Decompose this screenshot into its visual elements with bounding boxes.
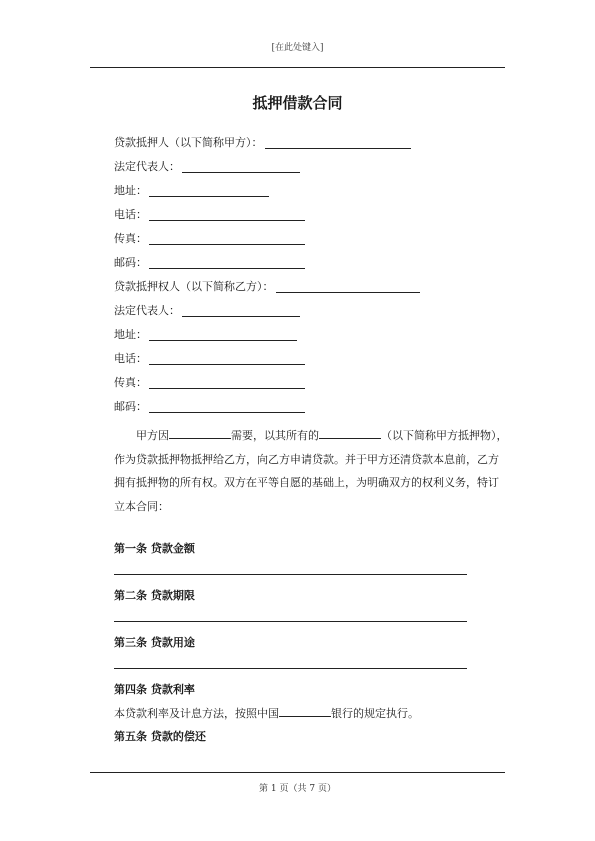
article-4-text xyxy=(114,704,419,721)
field-postcode-b xyxy=(114,394,420,418)
field-postcode-a xyxy=(114,250,420,274)
article-1-blank[interactable] xyxy=(114,574,467,575)
intro-line-3: 拥有抵押物的所有权。双方在平等自愿的基础上，为明确双方的权利义务，特订 xyxy=(114,476,499,489)
field-phone-b xyxy=(114,346,420,370)
field-label: 电话： xyxy=(114,208,147,221)
intro-text: （以下简称甲方抵押物）， xyxy=(381,429,508,442)
header-rule xyxy=(90,67,505,68)
field-label: 贷款抵押权人（以下简称乙方）： xyxy=(114,280,274,293)
article-5-heading: 第五条 贷款的偿还 xyxy=(114,730,206,743)
field-blank[interactable] xyxy=(149,328,297,341)
field-label: 地址： xyxy=(114,184,147,197)
article-3-blank[interactable] xyxy=(114,668,467,669)
field-fax-b xyxy=(114,370,420,394)
field-blank[interactable] xyxy=(149,376,305,389)
field-blank[interactable] xyxy=(182,304,300,317)
field-legal-rep-b xyxy=(114,298,420,322)
field-blank[interactable] xyxy=(149,232,305,245)
field-blank[interactable] xyxy=(276,280,420,293)
field-blank[interactable] xyxy=(149,184,269,197)
field-label: 电话： xyxy=(114,352,147,365)
field-label: 法定代表人： xyxy=(114,304,180,317)
article-2-heading: 第二条 贷款期限 xyxy=(114,589,195,602)
purpose-blank[interactable] xyxy=(169,426,231,439)
field-label: 邮码： xyxy=(114,256,147,269)
field-blank[interactable] xyxy=(149,400,305,413)
intro-line-1 xyxy=(114,424,508,448)
article-2-blank[interactable] xyxy=(114,621,467,622)
bank-name-blank[interactable] xyxy=(279,704,331,717)
footer-rule xyxy=(90,772,505,773)
field-label: 传真： xyxy=(114,232,147,245)
field-phone-a xyxy=(114,202,420,226)
article-4-text-b: 银行的规定执行。 xyxy=(331,707,419,720)
field-blank[interactable] xyxy=(149,208,305,221)
document-title: 抵押借款合同 xyxy=(252,94,343,112)
collateral-blank[interactable] xyxy=(319,426,381,439)
page-header-text: [在此处键入] xyxy=(271,43,324,53)
field-label: 地址： xyxy=(114,328,147,341)
field-label: 法定代表人： xyxy=(114,160,180,173)
field-legal-rep-a xyxy=(114,154,420,178)
intro-text: 甲方因 xyxy=(136,429,169,442)
field-blank[interactable] xyxy=(149,352,305,365)
field-address-a xyxy=(114,178,420,202)
article-4-heading: 第四条 贷款利率 xyxy=(114,683,195,696)
intro-paragraph xyxy=(114,424,508,518)
field-fax-a xyxy=(114,226,420,250)
field-lender-party-b xyxy=(114,274,420,298)
field-label: 贷款抵押人（以下简称甲方）： xyxy=(114,136,263,149)
intro-line-2: 作为贷款抵押物抵押给乙方，向乙方申请贷款。并于甲方还清贷款本息前，乙方 xyxy=(114,452,499,466)
field-blank[interactable] xyxy=(265,136,411,149)
field-lender-party-a xyxy=(114,130,420,154)
field-blank[interactable] xyxy=(149,256,305,269)
article-3-heading: 第三条 贷款用途 xyxy=(114,636,195,649)
field-label: 传真： xyxy=(114,376,147,389)
party-fields xyxy=(114,130,420,418)
intro-line-4: 立本合同： xyxy=(114,499,169,513)
page-number: 第 1 页（共 7 页） xyxy=(259,784,336,794)
field-address-b xyxy=(114,322,420,346)
field-label: 邮码： xyxy=(114,400,147,413)
article-4-text-a: 本贷款利率及计息方法，按照中国 xyxy=(114,707,279,720)
field-blank[interactable] xyxy=(182,160,300,173)
article-1-heading: 第一条 贷款金额 xyxy=(114,542,195,555)
intro-text: 需要，以其所有的 xyxy=(231,429,319,442)
